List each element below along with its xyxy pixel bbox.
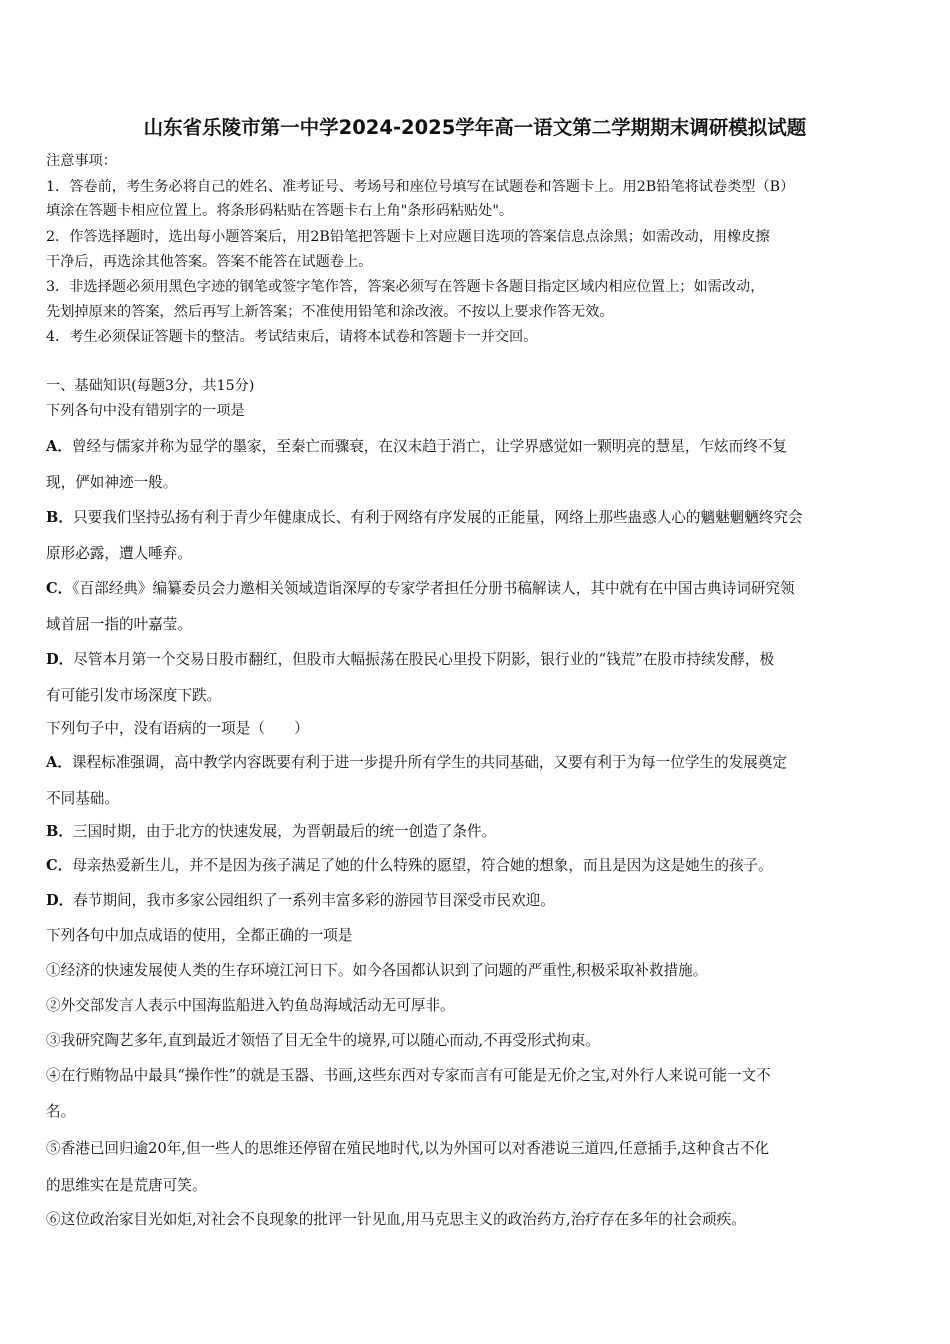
option-label: D． xyxy=(46,892,74,909)
q3-item-4: ④在行贿物品中最具“操作性”的就是玉器、书画,这些东西对专家而言有可能是无价之宝,对外行人来说可能一文不 xyxy=(46,1067,771,1084)
option-text: 三国时期，由于北方的快速发展，为晋朝最后的统一创造了条件。 xyxy=(72,823,497,840)
q1-option-a-cont: 现，俨如神迹一般。 xyxy=(46,474,178,491)
option-text: 春节期间，我市多家公园组织了一系列丰富多彩的游园节目深受市民欢迎。 xyxy=(73,892,555,909)
q3-item-5-cont: 的思维实在是荒唐可笑。 xyxy=(46,1177,207,1194)
notice-line: 先划掉原来的答案，然后再写上新答案；不准使用铅笔和涂改液。不按以上要求作答无效。 xyxy=(46,304,614,320)
q3-item-3: ③我研究陶艺多年,直到最近才领悟了目无全牛的境界,可以随心而动,不再受形式拘束。 xyxy=(46,1032,600,1049)
option-label: B． xyxy=(46,823,73,840)
q2-option-d xyxy=(46,892,555,910)
notice-line: 4．考生必须保证答题卡的整洁。考试结束后，请将本试卷和答题卡一并交回。 xyxy=(46,329,538,345)
notice-line: 3．非选择题必须用黑色字迹的钢笔或签字笔作答，答案必须写在答题卡各题目指定区域内相应位置上；如需改动， xyxy=(46,279,765,295)
section-heading: 一、基础知识(每题3分，共15分) xyxy=(46,378,255,394)
option-text: 曾经与儒家并称为显学的墨家，至秦亡而骤衰，在汉末趋于消亡，让学界感觉如一颗明亮的慧星，乍炫而终不复 xyxy=(71,438,788,455)
question-3-stem: 下列各句中加点成语的使用，全都正确的一项是 xyxy=(46,927,353,944)
option-label: A． xyxy=(46,754,72,771)
notice-line: 2．作答选择题时，选出每小题答案后，用2B铅笔把答题卡上对应题目选项的答案信息点涂黑；如需改动，用橡皮擦 xyxy=(46,229,770,245)
q2-option-a-cont: 不同基础。 xyxy=(46,790,119,807)
notice-line: 干净后，再选涂其他答案。答案不能答在试题卷上。 xyxy=(46,254,373,270)
option-text: 只要我们坚持弘扬有利于青少年健康成长、有利于网络有序发展的正能量，网络上那些蛊惑人心的魑魅魍魉终究会 xyxy=(72,509,803,526)
question-1-stem: 下列各句中没有错别字的一项是 xyxy=(46,403,245,419)
notice-heading: 注意事项： xyxy=(46,153,117,169)
notice-line: 填涂在答题卡相应位置上。将条形码粘贴在答题卡右上角"条形码粘贴处"。 xyxy=(46,203,514,219)
q3-item-4-cont: 名。 xyxy=(46,1103,76,1120)
option-label: C． xyxy=(46,580,73,597)
q2-option-c xyxy=(46,857,773,875)
q3-item-6: ⑥这位政治家目光如炬,对社会不良现象的批评一针见血,用马克思主义的政治药方,治疗存在多年的社会顽疾。 xyxy=(46,1211,746,1228)
option-text: 尽管本月第一个交易日股市翻红，但股市大幅振荡在股民心里投下阴影，银行业的“钱荒”在股市持续发酵，极 xyxy=(73,651,775,668)
q1-option-a xyxy=(46,438,787,456)
q3-item-5: ⑤香港已回归逾20年,但一些人的思维还停留在殖民地时代,以为外国可以对香港说三道四,任意插手,这种食古不化 xyxy=(46,1140,770,1157)
q1-option-b xyxy=(46,509,803,527)
notice-line: 1．答卷前，考生务必将自己的姓名、准考证号、考场号和座位号填写在试题卷和答题卡上。用2B铅笔将试卷类型（B） xyxy=(46,179,795,195)
q3-item-1: ①经济的快速发展使人类的生存环境江河日下。如今各国都认识到了问题的严重性,积极采取补救措施。 xyxy=(46,962,708,979)
page-title: 山东省乐陵市第一中学2024-2025学年高一语文第二学期期末调研模拟试题 xyxy=(143,116,807,139)
q2-option-a xyxy=(46,754,787,772)
option-label: B． xyxy=(46,509,73,526)
option-text: 《百部经典》编纂委员会力邀相关领域造诣深厚的专家学者担任分册书稿解读人，其中就有在中国古典诗词研究领 xyxy=(72,580,795,597)
option-text: 母亲热爱新生儿，并不是因为孩子满足了她的什么特殊的愿望，符合她的想象，而且是因为这是她生的孩子。 xyxy=(72,857,773,874)
q3-item-2: ②外交部发言人表示中国海监船进入钓鱼岛海域活动无可厚非。 xyxy=(46,997,455,1014)
q1-option-b-cont: 原形必露，遭人唾弃。 xyxy=(46,545,192,562)
q2-option-b xyxy=(46,823,496,841)
option-label: D． xyxy=(46,651,74,668)
option-label: C． xyxy=(46,857,73,874)
q1-option-d xyxy=(46,651,774,669)
q1-option-d-cont: 有可能引发市场深度下跌。 xyxy=(46,687,222,704)
option-text: 课程标准强调，高中教学内容既要有利于进一步提升所有学生的共同基础，又要有利于为每一位学生的发展奠定 xyxy=(71,754,788,771)
question-2-stem: 下列句子中，没有语病的一项是（ ） xyxy=(46,720,309,737)
q1-option-c xyxy=(46,580,795,598)
q1-option-c-cont: 域首屈一指的叶嘉莹。 xyxy=(46,616,192,633)
option-label: A． xyxy=(46,438,72,455)
